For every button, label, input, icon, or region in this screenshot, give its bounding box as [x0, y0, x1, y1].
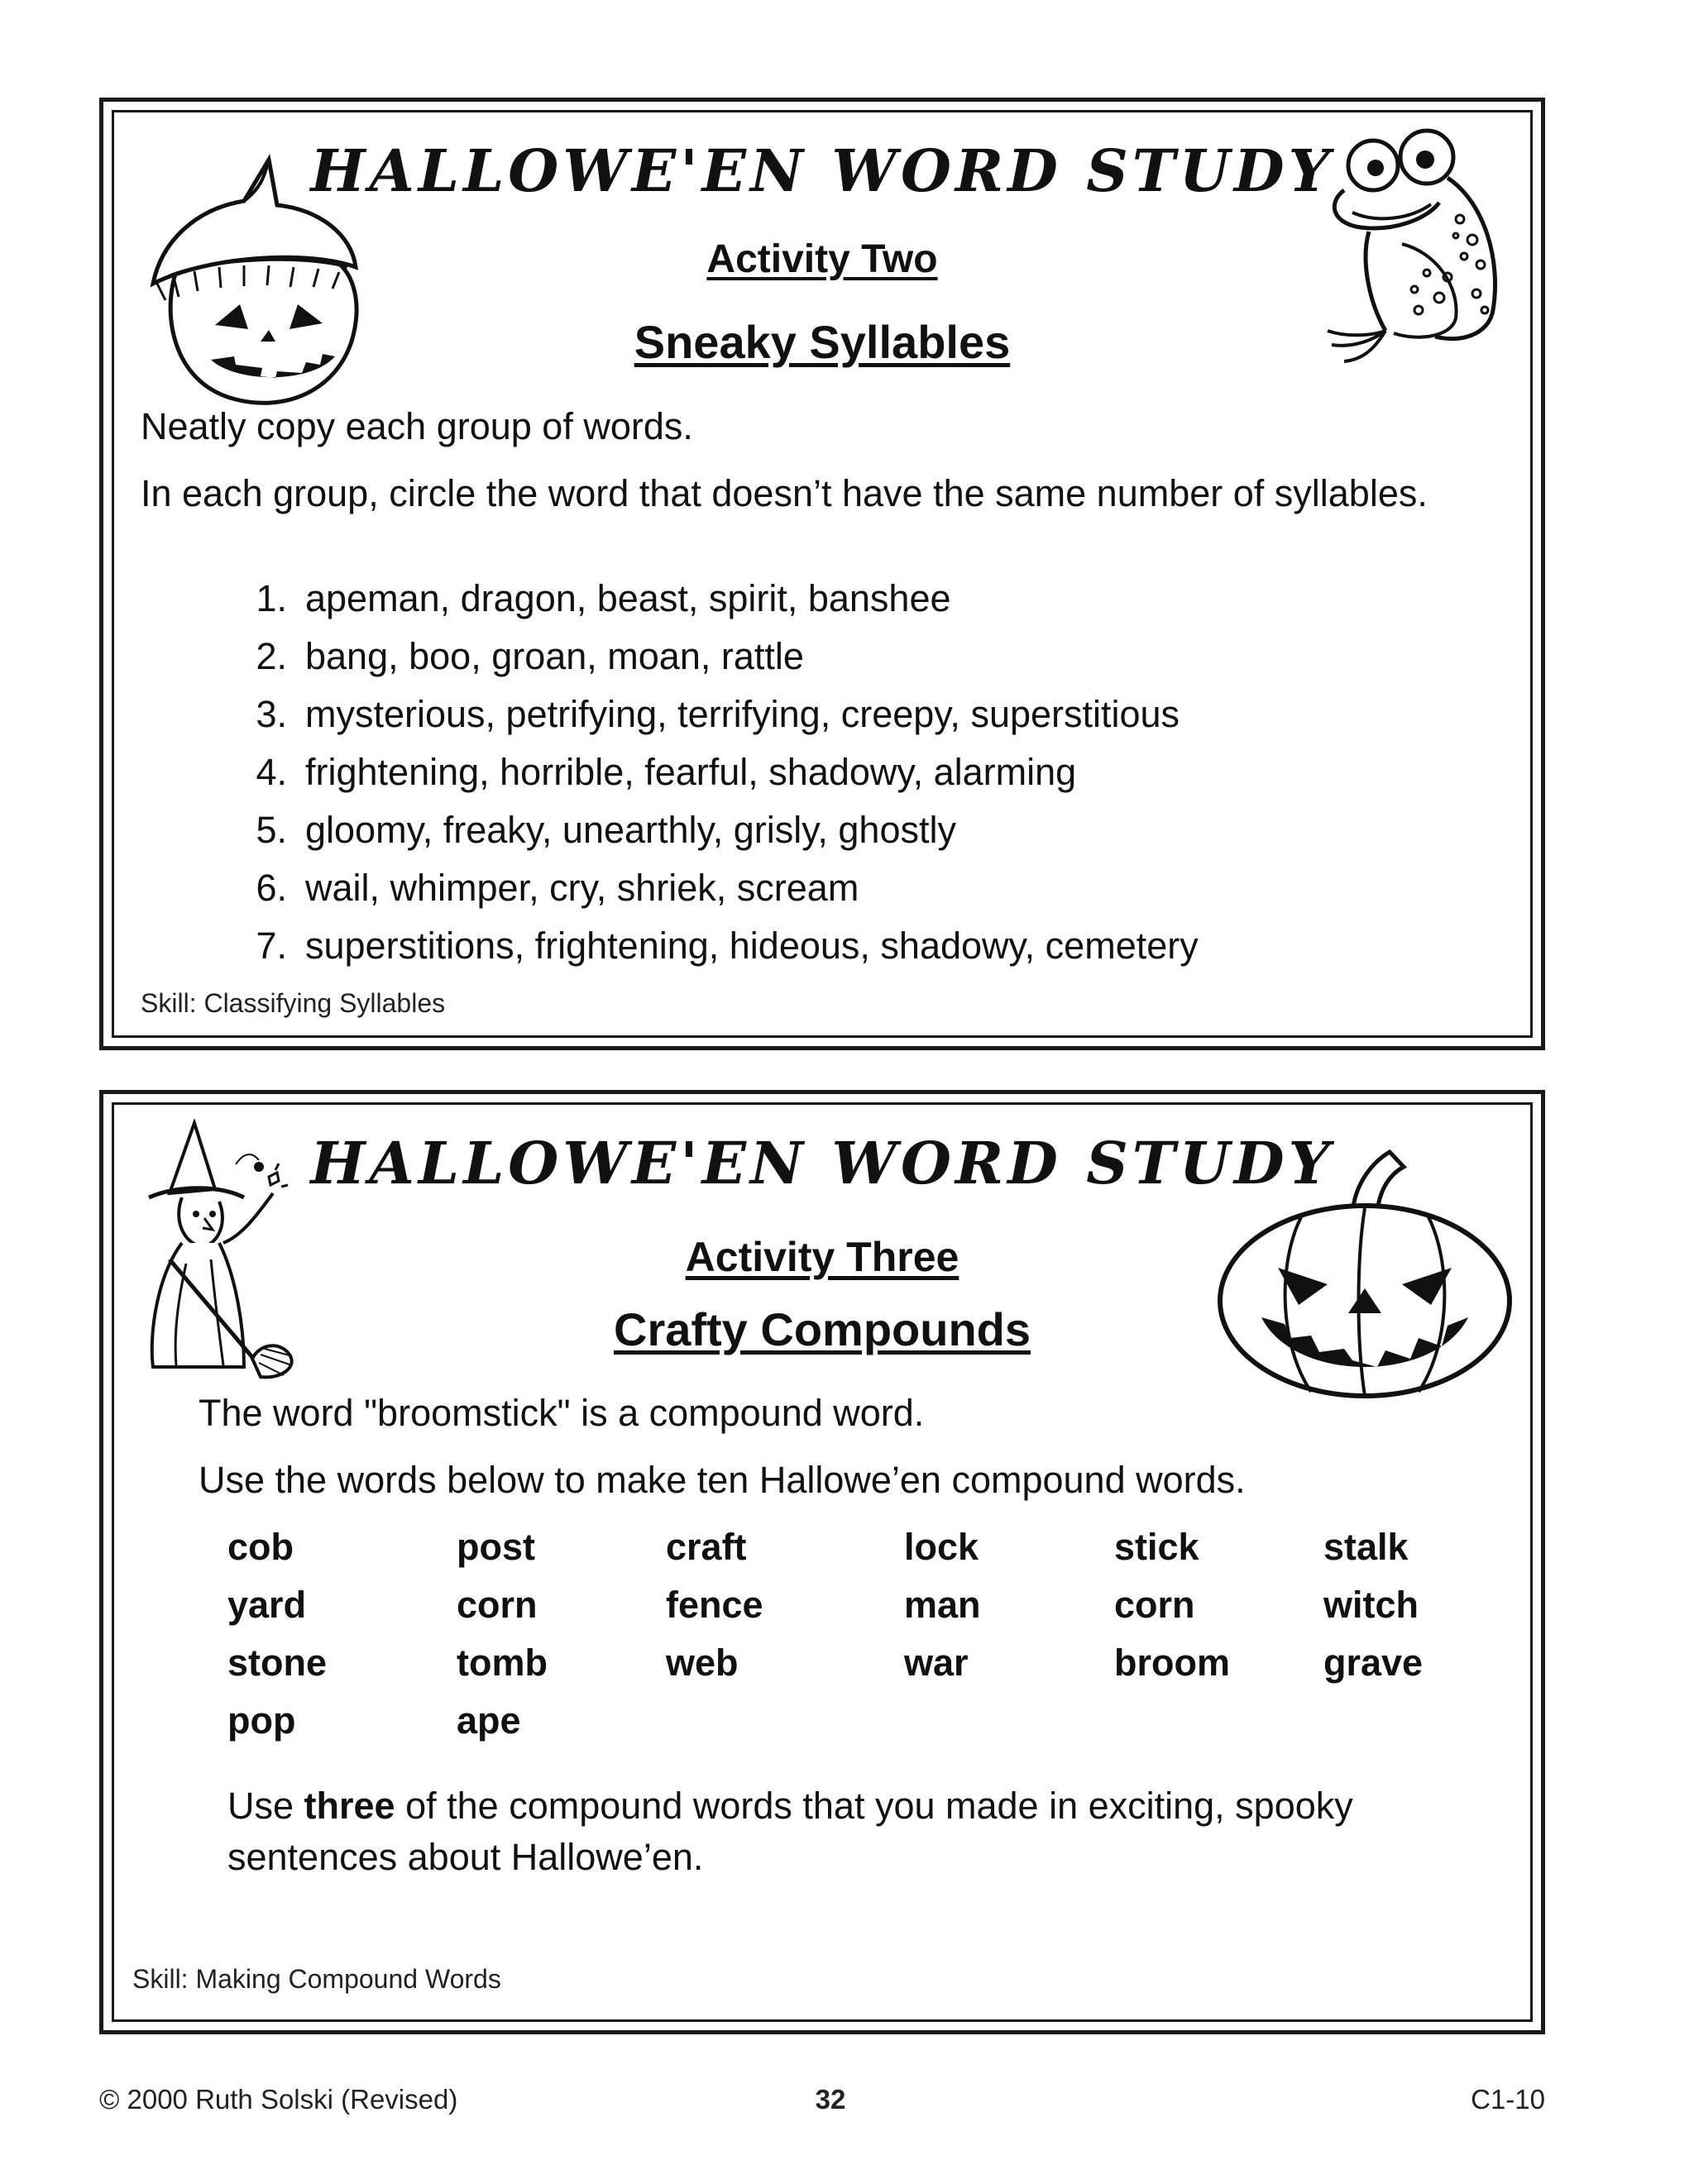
word-cell: witch	[1323, 1584, 1419, 1626]
compound-word-grid	[227, 1526, 1468, 1757]
activity-two-instruction-circle: In each group, circle the word that doesn’t have the same number of syllables.	[141, 472, 1428, 514]
word-cell: cob	[227, 1526, 294, 1568]
activity-two-heading: HALLOWE'EN WORD STUDY	[310, 136, 1334, 205]
word-cell: war	[904, 1642, 969, 1684]
word-cell: web	[666, 1642, 739, 1684]
list-item: 2. bang, boo, groan, moan, rattle	[256, 635, 804, 677]
activity-three-label: Activity Three	[685, 1234, 959, 1280]
list-item: 1. apeman, dragon, beast, spirit, banshee	[256, 577, 951, 619]
word-cell: craft	[666, 1526, 747, 1568]
word-cell: lock	[904, 1526, 979, 1568]
word-cell: tomb	[457, 1642, 548, 1684]
activity-two-title: Sneaky Syllables	[634, 316, 1011, 368]
word-cell: broom	[1114, 1642, 1230, 1684]
activity-three-skill: Skill: Making Compound Words	[132, 1964, 501, 1994]
list-item: 6. wail, whimper, cry, shriek, scream	[256, 867, 859, 909]
word-cell: stalk	[1323, 1526, 1409, 1568]
word-cell: stone	[227, 1642, 328, 1684]
activity-two-instruction-copy: Neatly copy each group of words.	[141, 405, 693, 447]
word-cell: man	[904, 1584, 981, 1626]
word-cell: ape	[457, 1699, 521, 1742]
word-cell: yard	[227, 1584, 307, 1626]
list-item: 4. frightening, horrible, fearful, shadowy, alarming	[256, 751, 1077, 793]
page-number: 32	[815, 2084, 846, 2115]
product-code: C1-10	[1471, 2084, 1545, 2115]
activity-three-title: Crafty Compounds	[614, 1303, 1031, 1355]
activity-three-heading: HALLOWE'EN WORD STUDY	[310, 1129, 1334, 1197]
activity-two-card	[99, 98, 1545, 1050]
copyright-text: © 2000 Ruth Solski (Revised)	[99, 2084, 458, 2115]
word-cell: corn	[457, 1584, 538, 1626]
syllable-word-groups	[227, 570, 1199, 975]
word-cell: stick	[1114, 1526, 1199, 1568]
list-item: 3. mysterious, petrifying, terrifying, creepy, superstitious	[256, 693, 1180, 735]
activity-three-sentence-instruction: Use three of the compound words that you made in exciting, spooky sentences about Hallowe’en.	[227, 1785, 1353, 1878]
activity-three-instruction-definition: The word "broomstick" is a compound word.	[199, 1392, 925, 1434]
activity-two-label: Activity Two	[706, 237, 938, 281]
list-item: 7. superstitions, frightening, hideous, shadowy, cemetery	[256, 925, 1199, 967]
activity-two-skill: Skill: Classifying Syllables	[141, 988, 446, 1018]
word-cell: pop	[227, 1699, 296, 1742]
word-cell: grave	[1323, 1642, 1424, 1684]
activity-three-instruction-make: Use the words below to make ten Hallowe’en compound words.	[199, 1459, 1246, 1501]
word-cell: fence	[666, 1584, 763, 1626]
word-cell: post	[457, 1526, 535, 1568]
activity-three-card	[99, 1090, 1545, 2034]
list-item: 5. gloomy, freaky, unearthly, grisly, ghostly	[256, 809, 956, 851]
word-cell: corn	[1114, 1584, 1195, 1626]
